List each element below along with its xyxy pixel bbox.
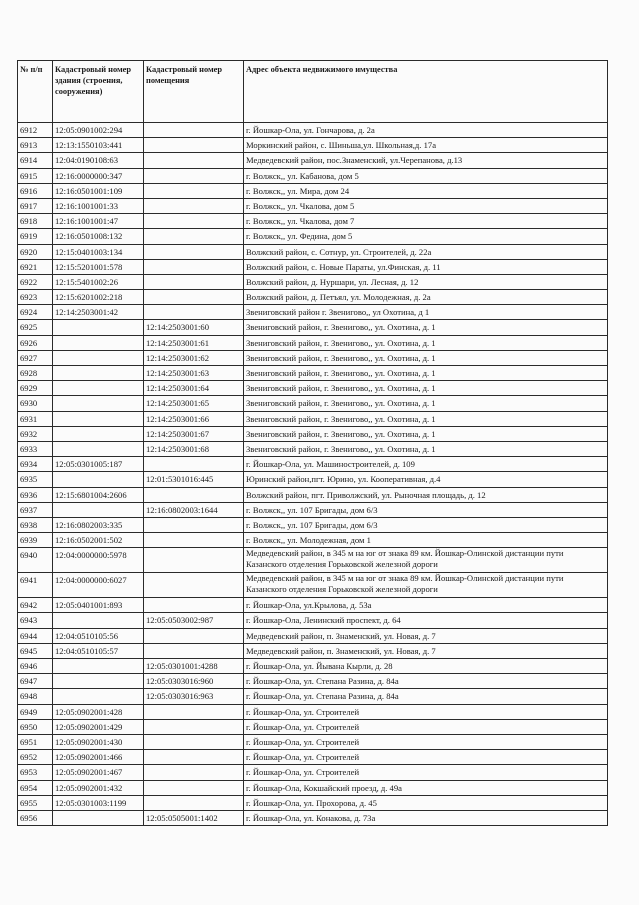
- room-cadastral-number: 12:05:0505001:1402: [144, 810, 244, 825]
- table-row: [18, 183, 608, 198]
- table-row: [18, 123, 608, 138]
- room-cadastral-number: [144, 780, 244, 795]
- address: Волжский район, пгт. Приволжский, ул. Рыночная площадь, д. 12: [244, 487, 608, 502]
- row-number: 6916: [18, 183, 53, 198]
- room-cadastral-number: [144, 123, 244, 138]
- room-cadastral-number: 12:05:0503002:987: [144, 613, 244, 628]
- room-cadastral-number: 12:14:2503001:65: [144, 396, 244, 411]
- address: Юринский район,пгт. Юрино, ул. Кооперативная, д.4: [244, 472, 608, 487]
- building-cadastral-number: 12:15:6201002:218: [53, 290, 144, 305]
- table-row: [18, 472, 608, 487]
- row-number: 6948: [18, 689, 53, 704]
- address: г. Волжск,, ул. Мира, дом 24: [244, 183, 608, 198]
- table-row: [18, 573, 608, 598]
- building-cadastral-number: [53, 381, 144, 396]
- address: Звениговский район, г. Звенигово,, ул. Охотина, д. 1: [244, 366, 608, 381]
- building-cadastral-number: [53, 320, 144, 335]
- table-row: [18, 689, 608, 704]
- row-number: 6928: [18, 366, 53, 381]
- building-cadastral-number: 12:16:0000000:347: [53, 168, 144, 183]
- row-number: 6950: [18, 719, 53, 734]
- address: Звениговский район, г. Звенигово,, ул. Охотина, д. 1: [244, 350, 608, 365]
- row-number: 6920: [18, 244, 53, 259]
- building-cadastral-number: 12:16:0802003:335: [53, 517, 144, 532]
- building-cadastral-number: 12:04:0510105:57: [53, 643, 144, 658]
- address: Медведевский район, п. Знаменский, ул. Новая, д. 7: [244, 628, 608, 643]
- table-row: [18, 381, 608, 396]
- row-number: 6918: [18, 214, 53, 229]
- building-cadastral-number: 12:05:0301005:187: [53, 457, 144, 472]
- address: г. Йошкар-Ола, ул. Прохорова, д. 45: [244, 795, 608, 810]
- building-cadastral-number: [53, 441, 144, 456]
- table-row: [18, 674, 608, 689]
- building-cadastral-number: 12:05:0902001:430: [53, 734, 144, 749]
- row-number: 6934: [18, 457, 53, 472]
- table-row: [18, 396, 608, 411]
- building-cadastral-number: [53, 502, 144, 517]
- address: г. Йошкар-Ола, ул. Степана Разина, д. 84а: [244, 674, 608, 689]
- table-row: [18, 426, 608, 441]
- header-number: № п/п: [18, 61, 53, 123]
- room-cadastral-number: 12:14:2503001:63: [144, 366, 244, 381]
- building-cadastral-number: 12:05:0902001:466: [53, 750, 144, 765]
- row-number: 6952: [18, 750, 53, 765]
- address: Медведевский район, в 345 м на юг от знака 89 км. Йошкар-Олинской дистанции пути Казанского отделения Горьковской железной дороги: [244, 548, 608, 573]
- building-cadastral-number: 12:05:0902001:432: [53, 780, 144, 795]
- table-row: [18, 643, 608, 658]
- row-number: 6937: [18, 502, 53, 517]
- room-cadastral-number: [144, 305, 244, 320]
- table-row: [18, 457, 608, 472]
- building-cadastral-number: 12:15:0401003:134: [53, 244, 144, 259]
- building-cadastral-number: [53, 472, 144, 487]
- address: г. Волжск,, ул. Молодежная, дом 1: [244, 533, 608, 548]
- row-number: 6942: [18, 598, 53, 613]
- table-row: [18, 305, 608, 320]
- room-cadastral-number: 12:14:2503001:67: [144, 426, 244, 441]
- address: Звениговский район, г. Звенигово,, ул. Охотина, д. 1: [244, 396, 608, 411]
- address: г. Йошкар-Ола, ул. Гончарова, д. 2а: [244, 123, 608, 138]
- room-cadastral-number: [144, 643, 244, 658]
- room-cadastral-number: 12:14:2503001:62: [144, 350, 244, 365]
- row-number: 6919: [18, 229, 53, 244]
- table-header-row: [18, 61, 608, 123]
- header-address: Адрес объекта недвижимого имущества: [244, 61, 608, 123]
- room-cadastral-number: [144, 598, 244, 613]
- row-number: 6945: [18, 643, 53, 658]
- table-row: [18, 780, 608, 795]
- building-cadastral-number: 12:04:0000000:5978: [53, 548, 144, 573]
- row-number: 6939: [18, 533, 53, 548]
- building-cadastral-number: 12:04:0000000:6027: [53, 573, 144, 598]
- row-number: 6933: [18, 441, 53, 456]
- building-cadastral-number: 12:14:2503001:42: [53, 305, 144, 320]
- row-number: 6927: [18, 350, 53, 365]
- room-cadastral-number: [144, 487, 244, 502]
- table-row: [18, 659, 608, 674]
- room-cadastral-number: [144, 765, 244, 780]
- table-row: [18, 229, 608, 244]
- row-number: 6956: [18, 810, 53, 825]
- building-cadastral-number: 12:16:1001001:33: [53, 198, 144, 213]
- room-cadastral-number: [144, 274, 244, 289]
- row-number: 6931: [18, 411, 53, 426]
- address: г. Волжск,, ул. Кабанова, дом 5: [244, 168, 608, 183]
- building-cadastral-number: [53, 426, 144, 441]
- room-cadastral-number: 12:14:2503001:64: [144, 381, 244, 396]
- building-cadastral-number: 12:05:0401001:893: [53, 598, 144, 613]
- row-number: 6944: [18, 628, 53, 643]
- row-number: 6938: [18, 517, 53, 532]
- table-row: [18, 487, 608, 502]
- row-number: 6940: [18, 548, 53, 573]
- room-cadastral-number: 12:05:0301001:4288: [144, 659, 244, 674]
- row-number: 6953: [18, 765, 53, 780]
- property-table: [17, 60, 608, 826]
- row-number: 6932: [18, 426, 53, 441]
- room-cadastral-number: 12:05:0303016:960: [144, 674, 244, 689]
- row-number: 6914: [18, 153, 53, 168]
- table-row: [18, 335, 608, 350]
- table-row: [18, 795, 608, 810]
- table-row: [18, 350, 608, 365]
- room-cadastral-number: [144, 168, 244, 183]
- row-number: 6951: [18, 734, 53, 749]
- room-cadastral-number: 12:16:0802003:1644: [144, 502, 244, 517]
- room-cadastral-number: [144, 573, 244, 598]
- building-cadastral-number: 12:15:5401002:26: [53, 274, 144, 289]
- row-number: 6925: [18, 320, 53, 335]
- address: г. Йошкар-Ола, Кокшайский проезд, д. 49а: [244, 780, 608, 795]
- row-number: 6915: [18, 168, 53, 183]
- row-number: 6913: [18, 138, 53, 153]
- address: г. Йошкар-Ола, ул. Йывана Кырли, д. 28: [244, 659, 608, 674]
- table-body: [18, 123, 608, 826]
- building-cadastral-number: 12:04:0190108:63: [53, 153, 144, 168]
- building-cadastral-number: [53, 335, 144, 350]
- building-cadastral-number: 12:13:1550103:441: [53, 138, 144, 153]
- row-number: 6946: [18, 659, 53, 674]
- building-cadastral-number: 12:05:0902001:467: [53, 765, 144, 780]
- row-number: 6949: [18, 704, 53, 719]
- address: Волжский район, д. Петъял, ул. Молодежная, д. 2а: [244, 290, 608, 305]
- room-cadastral-number: 12:01:5301016:445: [144, 472, 244, 487]
- table-row: [18, 441, 608, 456]
- table-row: [18, 290, 608, 305]
- address: Звениговский район, г. Звенигово,, ул. Охотина, д. 1: [244, 335, 608, 350]
- room-cadastral-number: [144, 517, 244, 532]
- address: г. Йошкар-Ола, ул. Строителей: [244, 734, 608, 749]
- building-cadastral-number: [53, 659, 144, 674]
- building-cadastral-number: 12:05:0902001:429: [53, 719, 144, 734]
- table-row: [18, 719, 608, 734]
- building-cadastral-number: [53, 411, 144, 426]
- room-cadastral-number: 12:14:2503001:66: [144, 411, 244, 426]
- address: Волжский район, с. Новые Параты, ул.Финская, д. 11: [244, 259, 608, 274]
- room-cadastral-number: [144, 153, 244, 168]
- table-row: [18, 810, 608, 825]
- address: Волжский район, с. Сотнур, ул. Строителей, д. 22а: [244, 244, 608, 259]
- table-row: [18, 704, 608, 719]
- row-number: 6941: [18, 573, 53, 598]
- address: Медведевский район, в 345 м на юг от знака 89 км. Йошкар-Олинской дистанции пути Казанского отделения Горьковской железной дороги: [244, 573, 608, 598]
- address: Звениговский район, г. Звенигово,, ул. Охотина, д. 1: [244, 426, 608, 441]
- address: г. Йошкар-Ола, Ленинский проспект, д. 64: [244, 613, 608, 628]
- table-row: [18, 320, 608, 335]
- table-row: [18, 598, 608, 613]
- room-cadastral-number: [144, 548, 244, 573]
- row-number: 6954: [18, 780, 53, 795]
- row-number: 6922: [18, 274, 53, 289]
- room-cadastral-number: [144, 704, 244, 719]
- row-number: 6935: [18, 472, 53, 487]
- room-cadastral-number: 12:14:2503001:68: [144, 441, 244, 456]
- row-number: 6955: [18, 795, 53, 810]
- building-cadastral-number: 12:04:0510105:56: [53, 628, 144, 643]
- building-cadastral-number: [53, 366, 144, 381]
- room-cadastral-number: [144, 138, 244, 153]
- building-cadastral-number: 12:05:0901002:294: [53, 123, 144, 138]
- header-building-cadastral: Кадастровый номер здания (строения, сооружения): [53, 61, 144, 123]
- row-number: 6929: [18, 381, 53, 396]
- room-cadastral-number: [144, 750, 244, 765]
- table-row: [18, 750, 608, 765]
- address: Медведевский район, п. Знаменский, ул. Новая, д. 7: [244, 643, 608, 658]
- address: Звениговский район, г. Звенигово,, ул. Охотина, д. 1: [244, 411, 608, 426]
- building-cadastral-number: 12:05:0301003:1199: [53, 795, 144, 810]
- room-cadastral-number: [144, 795, 244, 810]
- header-room-cadastral: Кадастровый номер помещения: [144, 61, 244, 123]
- row-number: 6936: [18, 487, 53, 502]
- table-row: [18, 259, 608, 274]
- address: Звениговский район, г. Звенигово,, ул. Охотина, д. 1: [244, 381, 608, 396]
- building-cadastral-number: 12:15:6801004:2606: [53, 487, 144, 502]
- table-row: [18, 517, 608, 532]
- building-cadastral-number: [53, 396, 144, 411]
- address: г. Волжск,, ул. 107 Бригады, дом 6/3: [244, 502, 608, 517]
- building-cadastral-number: [53, 810, 144, 825]
- room-cadastral-number: [144, 229, 244, 244]
- building-cadastral-number: [53, 613, 144, 628]
- room-cadastral-number: [144, 214, 244, 229]
- building-cadastral-number: [53, 350, 144, 365]
- address: Волжский район, д. Нуршари, ул. Лесная, д. 12: [244, 274, 608, 289]
- room-cadastral-number: [144, 259, 244, 274]
- row-number: 6924: [18, 305, 53, 320]
- address: г. Йошкар-Ола, ул. Конакова, д. 73а: [244, 810, 608, 825]
- building-cadastral-number: 12:05:0902001:428: [53, 704, 144, 719]
- table-row: [18, 613, 608, 628]
- building-cadastral-number: 12:16:0501008:132: [53, 229, 144, 244]
- row-number: 6943: [18, 613, 53, 628]
- room-cadastral-number: [144, 244, 244, 259]
- table-row: [18, 628, 608, 643]
- room-cadastral-number: [144, 628, 244, 643]
- row-number: 6921: [18, 259, 53, 274]
- row-number: 6947: [18, 674, 53, 689]
- table-row: [18, 168, 608, 183]
- room-cadastral-number: [144, 457, 244, 472]
- table-row: [18, 533, 608, 548]
- address: Звениговский район г. Звенигово,, ул Охотина, д 1: [244, 305, 608, 320]
- address: г. Йошкар-Ола, ул. Строителей: [244, 765, 608, 780]
- room-cadastral-number: [144, 198, 244, 213]
- building-cadastral-number: [53, 689, 144, 704]
- building-cadastral-number: 12:16:1001001:47: [53, 214, 144, 229]
- address: Моркинский район, с. Шиньша,ул. Школьная,д. 17а: [244, 138, 608, 153]
- room-cadastral-number: 12:14:2503001:60: [144, 320, 244, 335]
- address: г. Волжск,, ул. 107 Бригады, дом 6/3: [244, 517, 608, 532]
- room-cadastral-number: [144, 290, 244, 305]
- row-number: 6923: [18, 290, 53, 305]
- row-number: 6917: [18, 198, 53, 213]
- room-cadastral-number: 12:05:0303016:963: [144, 689, 244, 704]
- table-row: [18, 214, 608, 229]
- table-row: [18, 765, 608, 780]
- address: г. Йошкар-Ола, ул. Строителей: [244, 719, 608, 734]
- building-cadastral-number: 12:16:0502001:502: [53, 533, 144, 548]
- address: г. Йошкар-Ола, ул.Крылова, д. 53а: [244, 598, 608, 613]
- address: г. Йошкар-Ола, ул. Степана Разина, д. 84а: [244, 689, 608, 704]
- room-cadastral-number: 12:14:2503001:61: [144, 335, 244, 350]
- address: г. Йошкар-Ола, ул. Машиностроителей, д. 109: [244, 457, 608, 472]
- table-row: [18, 198, 608, 213]
- building-cadastral-number: 12:16:0501001:109: [53, 183, 144, 198]
- table-row: [18, 274, 608, 289]
- room-cadastral-number: [144, 183, 244, 198]
- address: Звениговский район, г. Звенигово,, ул. Охотина, д. 1: [244, 320, 608, 335]
- table-row: [18, 502, 608, 517]
- room-cadastral-number: [144, 533, 244, 548]
- row-number: 6930: [18, 396, 53, 411]
- building-cadastral-number: [53, 674, 144, 689]
- table-row: [18, 138, 608, 153]
- table-row: [18, 548, 608, 573]
- address: г. Йошкар-Ола, ул. Строителей: [244, 704, 608, 719]
- table-row: [18, 244, 608, 259]
- address: г. Волжск,, ул. Чкалова, дом 5: [244, 198, 608, 213]
- room-cadastral-number: [144, 734, 244, 749]
- room-cadastral-number: [144, 719, 244, 734]
- table-row: [18, 734, 608, 749]
- table-row: [18, 411, 608, 426]
- row-number: 6926: [18, 335, 53, 350]
- building-cadastral-number: 12:15:5201001:578: [53, 259, 144, 274]
- table-row: [18, 366, 608, 381]
- row-number: 6912: [18, 123, 53, 138]
- address: Звениговский район, г. Звенигово,, ул. Охотина, д. 1: [244, 441, 608, 456]
- address: г. Волжск,, ул. Федина, дом 5: [244, 229, 608, 244]
- address: г. Волжск,, ул. Чкалова, дом 7: [244, 214, 608, 229]
- address: Медведевский район, пос.Знаменский, ул.Черепанова, д.13: [244, 153, 608, 168]
- table-row: [18, 153, 608, 168]
- address: г. Йошкар-Ола, ул. Строителей: [244, 750, 608, 765]
